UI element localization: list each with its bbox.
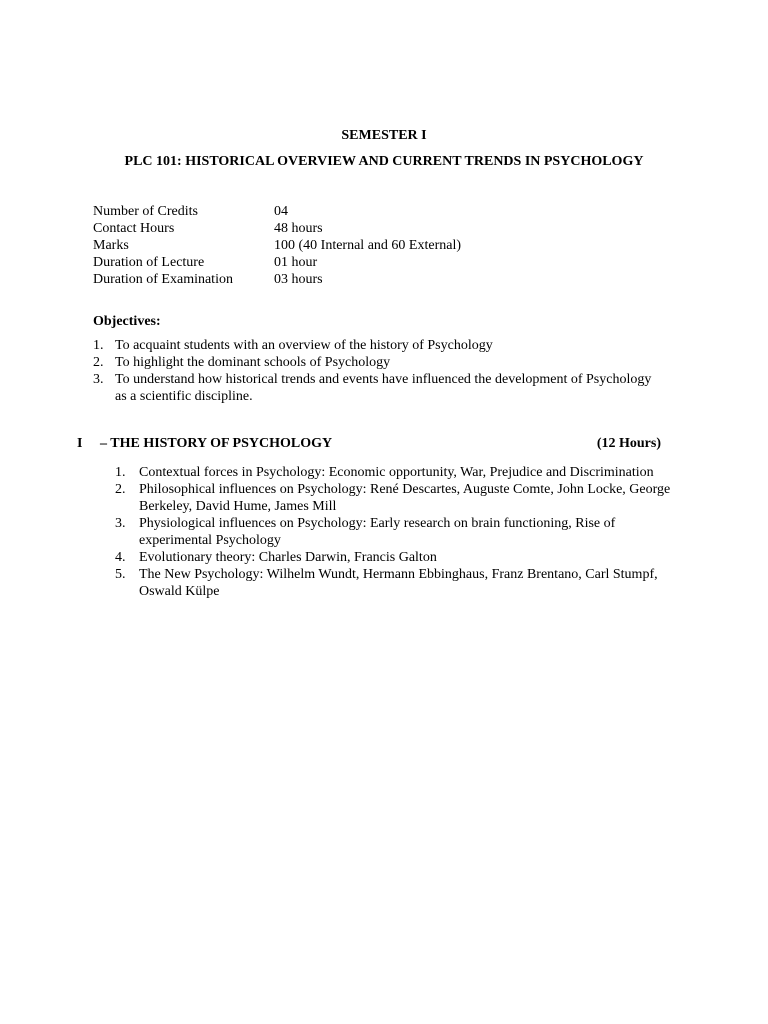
list-item [93,354,653,371]
list-item-text: Evolutionary theory: Charles Darwin, Francis Galton [139,550,437,565]
objectives-heading: Objectives: [93,314,161,329]
objectives-list [93,337,653,405]
list-item-number: 2. [115,482,126,497]
list-item-text: To highlight the dominant schools of Psychology [115,355,391,370]
list-item [115,464,675,481]
section-hours: (12 Hours) [596,436,661,451]
detail-row-marks [93,237,461,254]
list-item [93,371,653,405]
detail-label: Duration of Examination [93,272,233,287]
detail-value: 48 hours [274,221,323,236]
course-title: PLC 101: HISTORICAL OVERVIEW AND CURRENT TRENDS IN PSYCHOLOGY [124,154,644,169]
list-item-text: To understand how historical trends and events have influenced the development of Psychology as a scientific discipline. [115,372,652,404]
list-item-number: 2. [93,355,104,370]
detail-row-exam-duration [93,271,461,288]
section-heading [77,435,661,452]
list-item [115,515,675,549]
detail-row-credits [93,203,461,220]
list-item [115,566,675,600]
list-item [93,337,653,354]
section-title: – THE HISTORY OF PSYCHOLOGY [100,436,333,451]
list-item [115,549,675,566]
list-item-text: The New Psychology: Wilhelm Wundt, Hermann Ebbinghaus, Franz Brentano, Carl Stumpf, Oswald Külpe [139,567,658,599]
list-item [115,481,675,515]
list-item-text: Physiological influences on Psychology: Early research on brain functioning, Rise of experimental Psychology [139,516,616,548]
list-item-number: 3. [115,516,126,531]
list-item-number: 5. [115,567,126,582]
course-details-table [93,203,461,288]
detail-value: 04 [274,204,288,219]
list-item-number: 1. [115,465,126,480]
detail-row-contact-hours [93,220,461,237]
list-item-text: To acquaint students with an overview of the history of Psychology [115,338,493,353]
detail-label: Duration of Lecture [93,255,205,270]
detail-label: Marks [93,238,129,253]
detail-label: Contact Hours [93,221,175,236]
detail-value: 01 hour [274,255,318,270]
list-item-text: Philosophical influences on Psychology: René Descartes, Auguste Comte, John Locke, George Berkeley, David Hume, James Mill [139,482,671,514]
list-item-number: 3. [93,372,104,387]
list-item-text: Contextual forces in Psychology: Economic opportunity, War, Prejudice and Discrimination [139,465,654,480]
semester-heading: SEMESTER I [341,128,427,143]
detail-value: 100 (40 Internal and 60 External) [274,238,461,253]
section-number: I [77,436,83,451]
detail-value: 03 hours [274,272,323,287]
detail-label: Number of Credits [93,204,198,219]
detail-row-lecture-duration [93,254,461,271]
list-item-number: 1. [93,338,104,353]
list-item-number: 4. [115,550,126,565]
topics-list [115,464,675,600]
